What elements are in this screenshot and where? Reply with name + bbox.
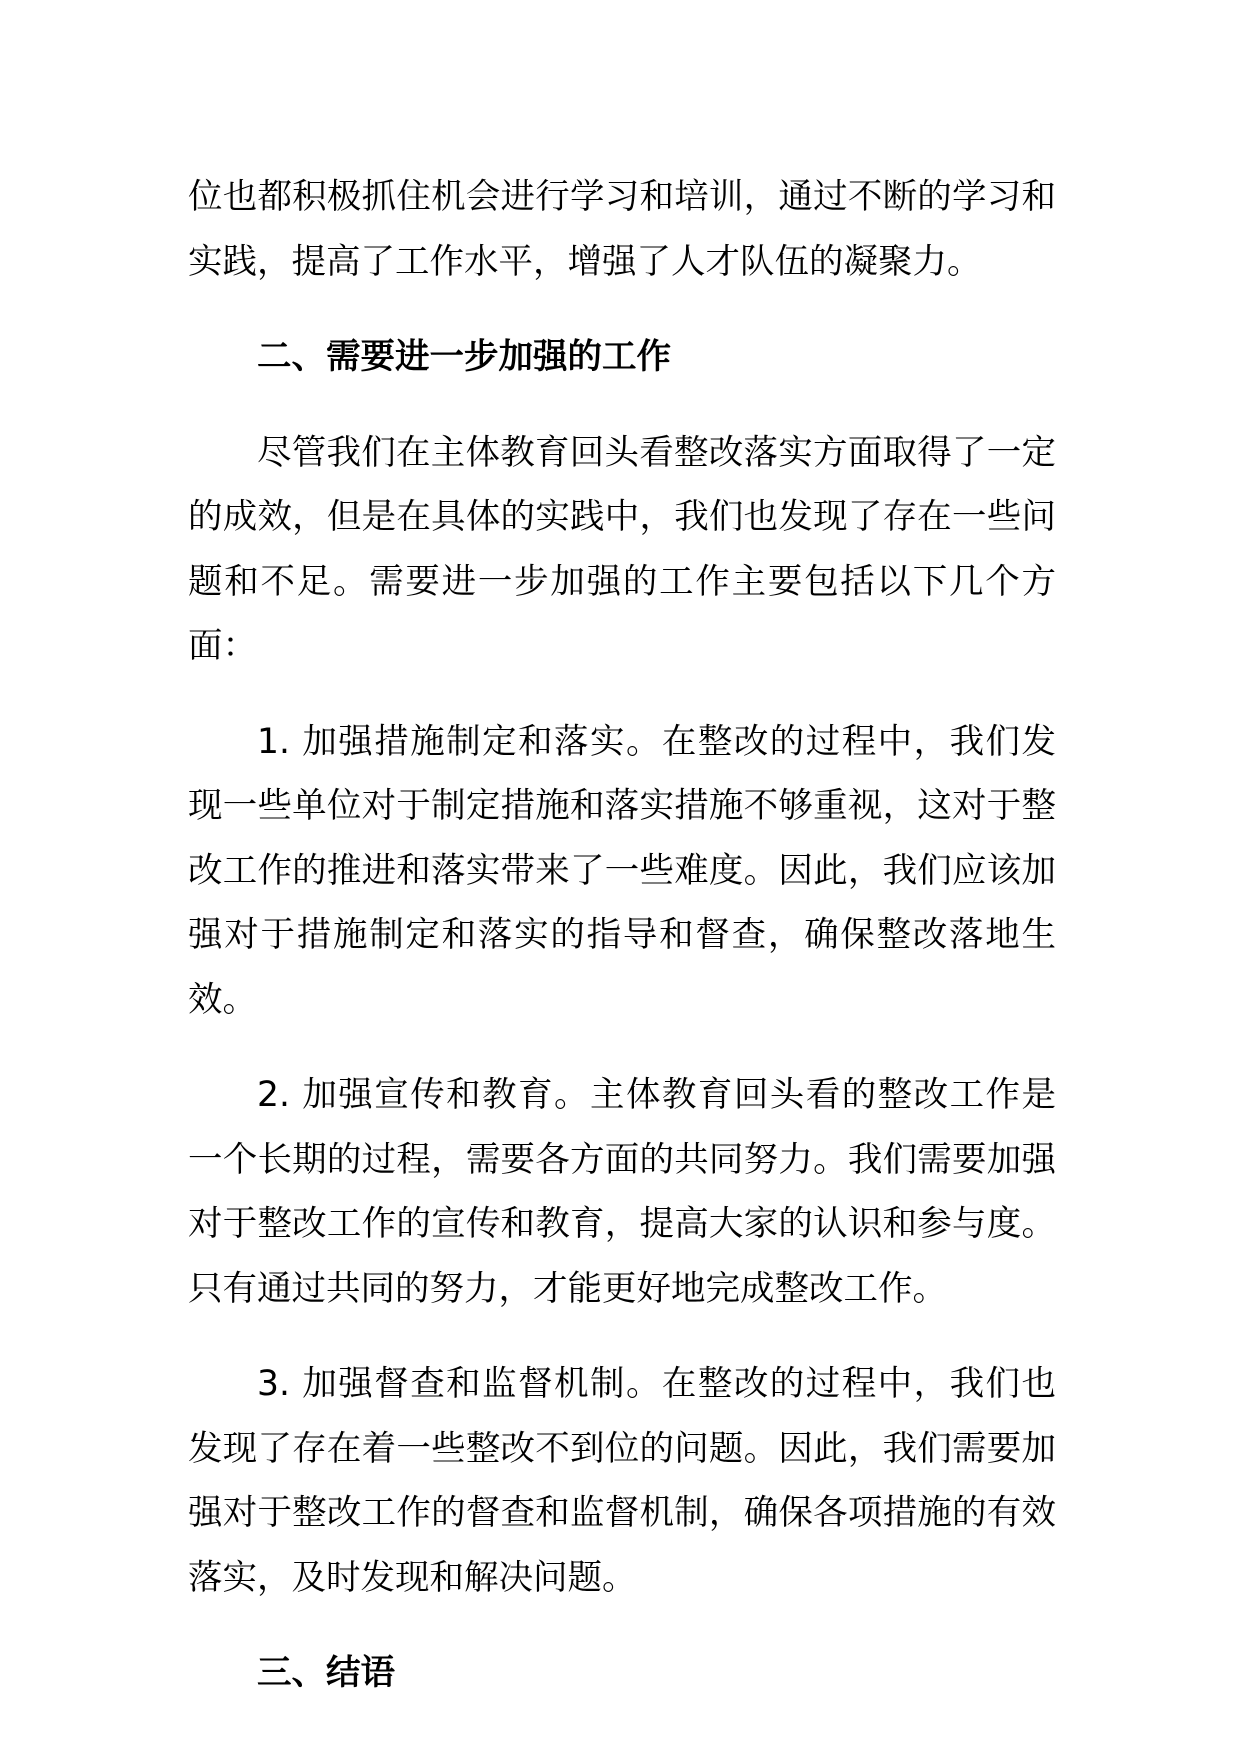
paragraph-intro: 尽管我们在主体教育回头看整改落实方面取得了一定的成效，但是在具体的实践中，我们也发现了存在一些问题和不足。需要进一步加强的工作主要包括以下几个方面： xyxy=(188,432,1056,666)
section-heading-2: 二、需要进一步加强的工作 xyxy=(257,337,671,377)
section-heading-3: 三、结语 xyxy=(257,1653,395,1693)
document-body xyxy=(188,165,1056,1737)
paragraph-item-2: 2. 加强宣传和教育。主体教育回头看的整改工作是一个长期的过程，需要各方面的共同努力。我们需要加强对于整改工作的宣传和教育，提高大家的认识和参与度。只有通过共同的努力，才能更好地完成整改工作。 xyxy=(188,1075,1056,1309)
paragraph-continuation: 位也都积极抓住机会进行学习和培训，通过不断的学习和实践，提高了工作水平，增强了人才队伍的凝聚力。 xyxy=(188,177,1056,282)
paragraph-item-3: 3. 加强督查和监督机制。在整改的过程中，我们也发现了存在着一些整改不到位的问题。因此，我们需要加强对于整改工作的督查和监督机制，确保各项措施的有效落实，及时发现和解决问题。 xyxy=(188,1364,1056,1598)
paragraph-item-1: 1. 加强措施制定和落实。在整改的过程中，我们发现一些单位对于制定措施和落实措施不够重视，这对于整改工作的推进和落实带来了一些难度。因此，我们应该加强对于措施制定和落实的指导和督查，确保整改落地生效。 xyxy=(188,721,1056,1020)
